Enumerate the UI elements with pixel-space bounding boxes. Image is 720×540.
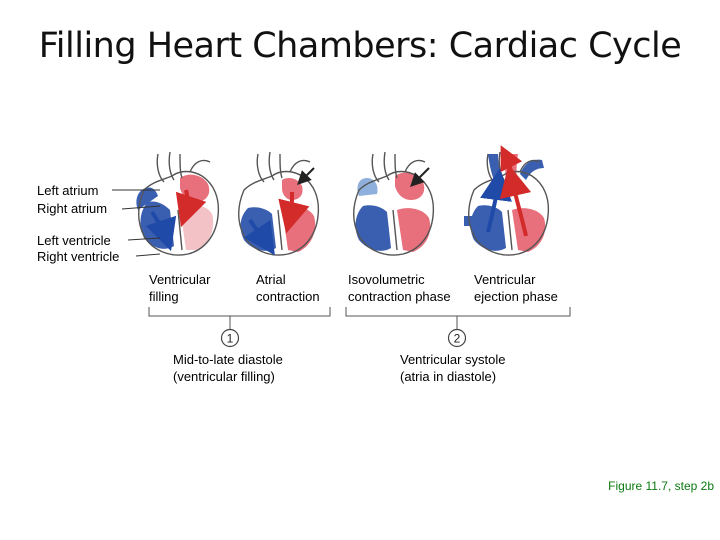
- stage-1-number: 1: [226, 331, 234, 346]
- phase-line-1: Ventricular: [474, 272, 536, 287]
- stage-caption-line-1: Ventricular systole: [400, 352, 506, 367]
- heart-ventricular-ejection: [464, 152, 548, 255]
- phase-label-atrial-contraction: [256, 271, 320, 305]
- phase-line-1: Ventricular: [149, 272, 211, 287]
- figure-reference: Figure 11.7, step 2b: [608, 479, 714, 493]
- phase-label-ventricular-filling: [149, 271, 210, 305]
- heart-ventricular-filling: [136, 152, 218, 255]
- stage-1-caption: [173, 351, 283, 385]
- heart-atrial-contraction: [239, 152, 319, 255]
- phase-line-2: contraction: [256, 289, 320, 304]
- phase-line-2: filling: [149, 289, 179, 304]
- stage-caption-line-2: (ventricular filling): [173, 369, 275, 384]
- phase-label-isovolumetric: [348, 271, 451, 305]
- stage-2-number: 2: [453, 331, 461, 346]
- phase-line-2: contraction phase: [348, 289, 451, 304]
- label-right-ventricle: Right ventricle: [37, 249, 120, 264]
- phase-line-2: ejection phase: [474, 289, 558, 304]
- heart-isovolumetric-contraction: [354, 152, 434, 255]
- label-left-ventricle: Left ventricle: [37, 233, 111, 248]
- page-title: Filling Heart Chambers: Cardiac Cycle: [38, 26, 682, 66]
- stage-caption-line-2: (atria in diastole): [400, 369, 497, 384]
- stage-2-caption: [400, 351, 506, 385]
- stage-caption-line-1: Mid-to-late diastole: [173, 352, 283, 367]
- label-right-atrium: Right atrium: [37, 201, 108, 216]
- phase-brackets: [149, 307, 570, 329]
- phase-label-ventricular-ejection: [474, 271, 558, 305]
- label-left-atrium: Left atrium: [37, 183, 99, 198]
- phase-line-1: Isovolumetric: [348, 272, 425, 287]
- phase-line-1: Atrial: [256, 272, 286, 287]
